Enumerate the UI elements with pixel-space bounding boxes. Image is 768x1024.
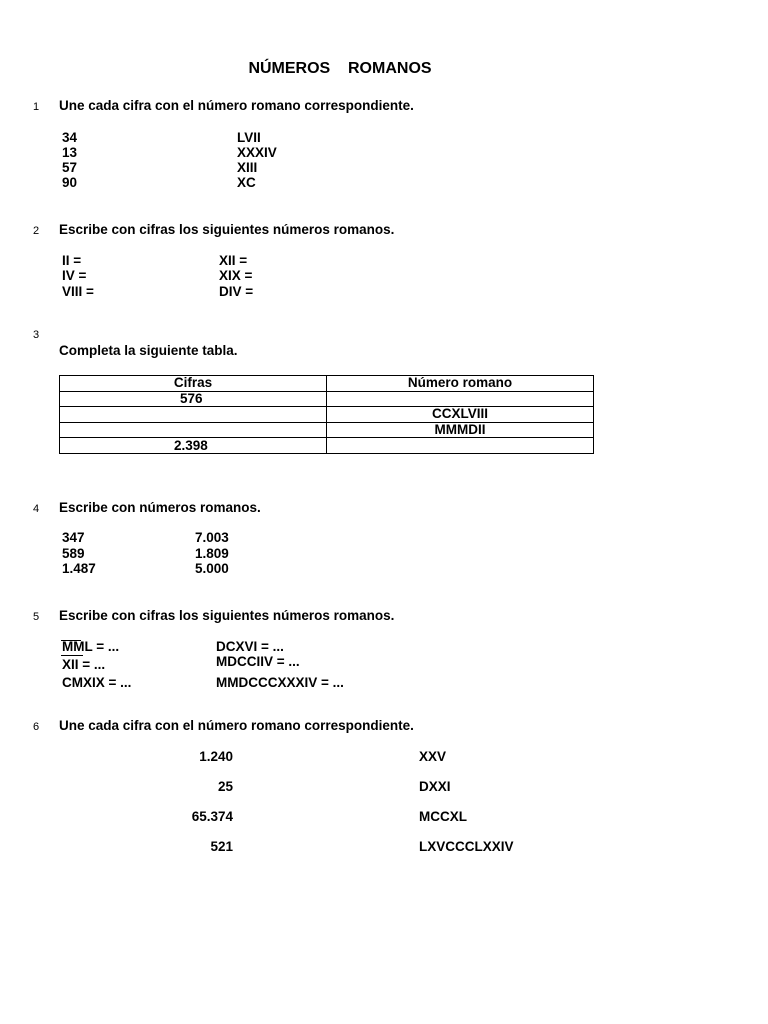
exercise-6-number: 1.240 [199,749,233,764]
exercise-2-item: VIII = [62,284,94,299]
exercise-3-instruction: Completa la siguiente tabla. [59,343,238,358]
exercise-6-number: 521 [210,839,233,854]
exercise-6-instruction: Une cada cifra con el número romano correspondiente. [59,718,414,733]
exercise-6-number: 25 [217,779,233,794]
exercise-1-number: 13 [62,145,78,160]
exercise-2-item: XIX = [219,268,253,283]
exercise-4-number: 7.003 [195,530,229,545]
exercise-2-instruction: Escribe con cifras los siguientes números romanos. [59,222,395,237]
table-cell[interactable]: CCXLVIII [327,407,594,423]
exercise-5-item: MMDCCCXXXIV = ... [216,675,344,690]
exercise-5-instruction: Escribe con cifras los siguientes números romanos. [59,608,395,623]
table-cell[interactable]: 2.398 [60,438,327,454]
exercise-2-item: IV = [62,268,87,283]
exercise-number-3: 3 [33,329,40,341]
table-cell[interactable] [327,391,594,407]
exercise-number-6: 6 [33,721,40,733]
exercise-4-number: 1.487 [62,561,96,576]
exercise-2-item: XII = [219,253,248,268]
table-row [60,407,594,423]
exercise-5-item: MDCCIIV = ... [216,654,300,669]
exercise-number-5: 5 [33,611,40,623]
exercise-number-4: 4 [33,503,40,515]
roman-table [59,375,594,454]
exercise-1-number: 57 [62,160,78,175]
exercise-1-number: 90 [62,175,78,190]
exercise-6-roman: MCCXL [419,809,467,824]
table-cell[interactable] [327,438,594,454]
page-title: NÚMEROS ROMANOS [248,60,432,77]
exercise-2-item: II = [62,253,82,268]
exercise-number-1: 1 [33,101,40,113]
exercise-1-number: 34 [62,130,78,145]
exercise-1-roman: XC [237,175,256,190]
exercise-4-instruction: Escribe con números romanos. [59,500,261,515]
exercise-number-2: 2 [33,225,40,237]
exercise-5-item: CMXIX = ... [62,675,132,690]
exercise-4-number: 347 [62,530,85,545]
exercise-1-roman: XIII [237,160,258,175]
exercise-6-roman: XXV [419,749,447,764]
exercise-6-roman: DXXI [419,779,451,794]
table-cell[interactable] [60,422,327,438]
exercise-1-roman: LVII [237,130,261,145]
exercise-5-item: XII = ... [62,657,106,672]
table-row [60,391,594,407]
exercise-5-item: DCXVI = ... [216,639,284,654]
exercise-6-roman: LXVCCCLXXIV [419,839,514,854]
table-row [60,438,594,454]
table-header-row [60,376,594,392]
table-cell[interactable]: MMMDII [327,422,594,438]
table-header-cifras: Cifras [60,376,327,392]
exercise-2-item: DIV = [219,284,254,299]
overline-mark [61,655,83,656]
exercise-4-number: 5.000 [195,561,229,576]
table-row [60,422,594,438]
exercise-1-roman: XXXIV [237,145,277,160]
exercise-4-number: 589 [62,546,85,561]
exercise-1-instruction: Une cada cifra con el número romano correspondiente. [59,98,414,113]
table-cell[interactable]: 576 [60,391,327,407]
exercise-5-item: MML = ... [62,639,120,654]
table-header-romano: Número romano [327,376,594,392]
table-cell[interactable] [60,407,327,423]
exercise-4-number: 1.809 [195,546,229,561]
exercise-6-number: 65.374 [191,809,233,824]
